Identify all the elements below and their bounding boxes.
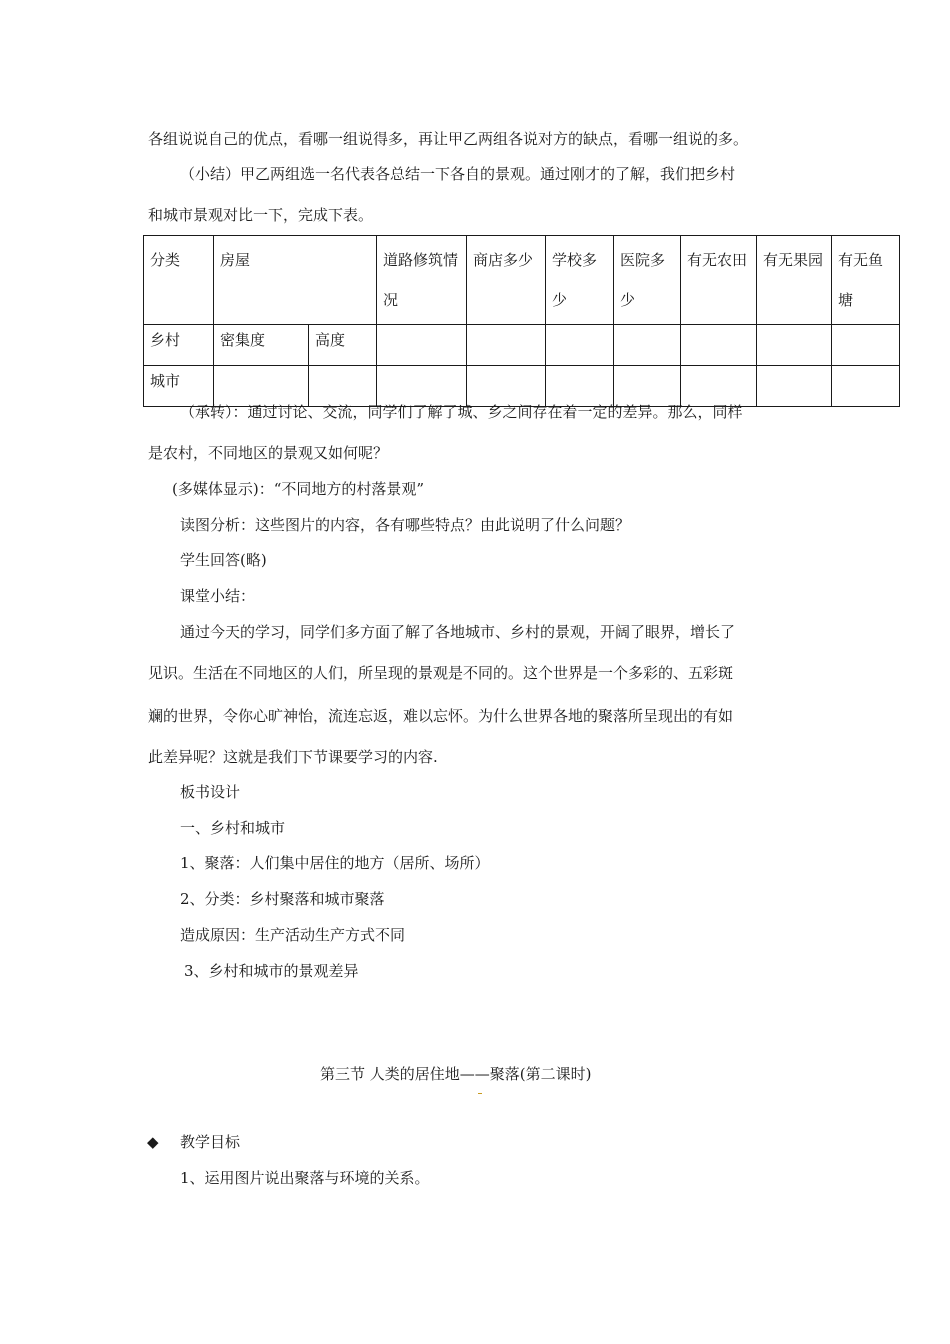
- table-cell: [546, 366, 614, 407]
- board-item-2: 1、聚落：人们集中居住的地方（居所、场所）: [180, 854, 490, 872]
- comparison-table: [143, 235, 900, 407]
- paragraph-transition-line2: 是农村，不同地区的景观又如何呢？: [148, 444, 389, 462]
- table-header-row: [144, 236, 900, 325]
- table-cell: [214, 366, 309, 407]
- table-cell: [832, 325, 900, 366]
- paragraph-multimedia: (多媒体显示)：“不同地方的村落景观”: [172, 480, 425, 498]
- paragraph-class-summary-line1: 通过今天的学习，同学们多方面了解了各地城市、乡村的景观，开阔了眼界，增长了: [180, 623, 736, 641]
- paragraph-student-answer: 学生回答(略): [180, 551, 267, 569]
- table-cell: [681, 325, 757, 366]
- board-item-4: 造成原因：生产活动生产方式不同: [180, 926, 406, 944]
- paragraph-class-summary-title: 课堂小结：: [180, 587, 256, 605]
- header-roads: 道路修筑情况: [377, 236, 467, 325]
- table-cell: [377, 325, 467, 366]
- paragraph-summary-line2: 和城市景观对比一下，完成下表。: [148, 206, 374, 224]
- cell-density: 密集度: [214, 325, 309, 366]
- paragraph-group-discussion: 各组说说自己的优点，看哪一组说得多，再让甲乙两组各说对方的缺点，看哪一组说的多。: [148, 130, 749, 148]
- section-title: 第三节 人类的居住地——聚落(第二课时): [320, 1065, 592, 1083]
- table-cell: [309, 366, 377, 407]
- table-cell: [377, 366, 467, 407]
- table-cell: [614, 366, 681, 407]
- table-cell: [832, 366, 900, 407]
- table-cell: [467, 325, 546, 366]
- board-item-1: 一、乡村和城市: [180, 819, 286, 837]
- row-label-urban: 城市: [144, 366, 214, 407]
- teaching-goal-1: 1、运用图片说出聚落与环境的关系。: [180, 1169, 430, 1187]
- board-item-3: 2、分类：乡村聚落和城市聚落: [180, 890, 385, 908]
- cell-height: 高度: [309, 325, 377, 366]
- row-label-rural: 乡村: [144, 325, 214, 366]
- table-row: [144, 325, 900, 366]
- header-farmland: 有无农田: [681, 236, 757, 325]
- header-housing: 房屋: [214, 236, 377, 325]
- paragraph-summary-line1: （小结）甲乙两组选一名代表各总结一下各自的景观。通过刚才的了解，我们把乡村: [180, 165, 736, 183]
- paragraph-class-summary-line2: 见识。生活在不同地区的人们，所呈现的景观是不同的。这个世界是一个多彩的、五彩斑: [148, 664, 734, 682]
- board-design-title: 板书设计: [180, 783, 241, 801]
- header-category: 分类: [144, 236, 214, 325]
- paragraph-class-summary-line3: 斓的世界，令你心旷神怡，流连忘返，难以忘怀。为什么世界各地的聚落所呈现出的有如: [148, 707, 734, 725]
- header-fishponds: 有无鱼塘: [832, 236, 900, 325]
- paragraph-transition-line1: （承转）：通过讨论、交流，同学们了解了城、乡之间存在着一定的差异。那么，同样: [180, 403, 743, 421]
- teaching-goals-heading: 教学目标: [180, 1133, 241, 1151]
- table-row: [144, 366, 900, 407]
- bullet-diamond-icon: ◆: [147, 1133, 159, 1151]
- header-orchards: 有无果园: [757, 236, 832, 325]
- header-schools: 学校多少: [546, 236, 614, 325]
- table-cell: [757, 366, 832, 407]
- table-cell: [467, 366, 546, 407]
- header-shops: 商店多少: [467, 236, 546, 325]
- table-cell: [681, 366, 757, 407]
- paragraph-read-analysis: 读图分析：这些图片的内容，各有哪些特点？由此说明了什么问题？: [180, 516, 631, 534]
- table-cell: [757, 325, 832, 366]
- section-title-mark: [478, 1093, 482, 1094]
- board-item-5: 3、乡村和城市的景观差异: [184, 962, 359, 980]
- header-hospitals: 医院多少: [614, 236, 681, 325]
- table-cell: [614, 325, 681, 366]
- paragraph-class-summary-line4: 此差异呢？这就是我们下节课要学习的内容.: [148, 748, 438, 766]
- table-cell: [546, 325, 614, 366]
